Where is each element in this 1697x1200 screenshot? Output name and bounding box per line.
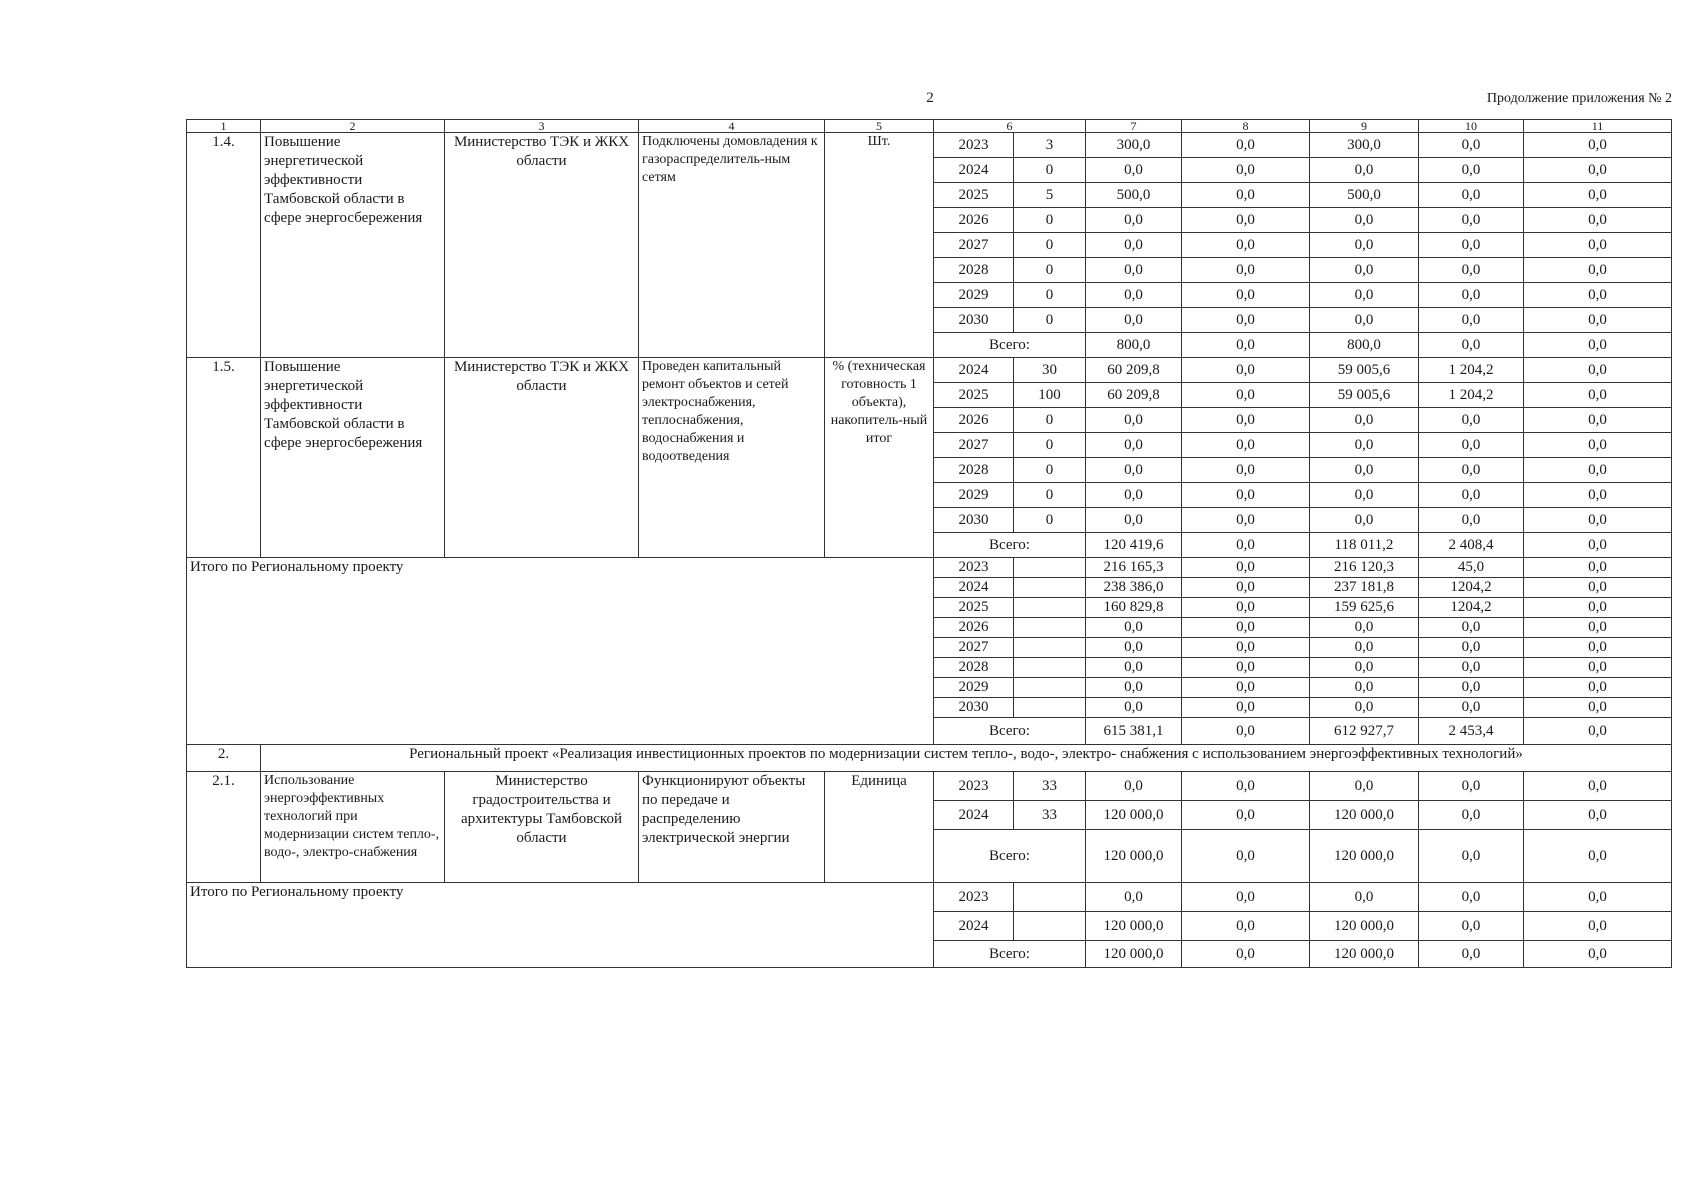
indicator-value — [1014, 618, 1086, 638]
value-cell: 500,0 — [1310, 183, 1419, 208]
column-number: 8 — [1182, 120, 1310, 133]
year-cell: 2023 — [934, 133, 1014, 158]
total-label: Всего: — [934, 941, 1086, 968]
value-cell: 0,0 — [1419, 333, 1524, 358]
value-cell: 0,0 — [1524, 233, 1672, 258]
value-cell: 0,0 — [1524, 133, 1672, 158]
value-cell: 0,0 — [1310, 772, 1419, 801]
value-cell: 0,0 — [1524, 508, 1672, 533]
value-cell: 0,0 — [1524, 208, 1672, 233]
indicator-value: 100 — [1014, 383, 1086, 408]
value-cell: 0,0 — [1182, 912, 1310, 941]
column-number: 9 — [1310, 120, 1419, 133]
year-cell: 2026 — [934, 618, 1014, 638]
indicator-value — [1014, 638, 1086, 658]
summary-label: Итого по Региональному проекту — [187, 883, 934, 968]
value-cell: 0,0 — [1086, 772, 1182, 801]
value-cell: 0,0 — [1086, 158, 1182, 183]
indicator-value: 0 — [1014, 233, 1086, 258]
value-cell: 612 927,7 — [1310, 718, 1419, 745]
value-cell: 216 165,3 — [1086, 558, 1182, 578]
value-cell: 0,0 — [1524, 158, 1672, 183]
column-number: 2 — [261, 120, 445, 133]
value-cell: 0,0 — [1419, 830, 1524, 883]
value-cell: 0,0 — [1524, 618, 1672, 638]
value-cell: 0,0 — [1310, 458, 1419, 483]
value-cell: 0,0 — [1310, 618, 1419, 638]
indicator-value: 0 — [1014, 308, 1086, 333]
value-cell: 0,0 — [1182, 598, 1310, 618]
year-cell: 2027 — [934, 433, 1014, 458]
value-cell: 0,0 — [1524, 658, 1672, 678]
value-cell: 0,0 — [1524, 912, 1672, 941]
year-cell: 2023 — [934, 558, 1014, 578]
value-cell: 0,0 — [1419, 433, 1524, 458]
value-cell: 0,0 — [1524, 458, 1672, 483]
value-cell: 0,0 — [1086, 283, 1182, 308]
total-label: Всего: — [934, 333, 1086, 358]
year-cell: 2030 — [934, 698, 1014, 718]
indicator-value: 0 — [1014, 258, 1086, 283]
value-cell: 0,0 — [1524, 578, 1672, 598]
year-cell: 2025 — [934, 598, 1014, 618]
value-cell: 0,0 — [1182, 558, 1310, 578]
value-cell: 0,0 — [1086, 638, 1182, 658]
value-cell: 300,0 — [1310, 133, 1419, 158]
year-cell: 2030 — [934, 308, 1014, 333]
table-body — [187, 120, 1672, 968]
column-number: 7 — [1086, 120, 1182, 133]
summary-label: Итого по Региональному проекту — [187, 558, 934, 745]
value-cell: 0,0 — [1419, 638, 1524, 658]
value-cell: 0,0 — [1524, 483, 1672, 508]
indicator-value — [1014, 912, 1086, 941]
value-cell: 615 381,1 — [1086, 718, 1182, 745]
responsible-party: Министерство ТЭК и ЖКХ области — [445, 133, 639, 358]
indicator-value: 0 — [1014, 508, 1086, 533]
value-cell: 0,0 — [1182, 183, 1310, 208]
value-cell: 0,0 — [1086, 208, 1182, 233]
value-cell: 0,0 — [1524, 883, 1672, 912]
value-cell: 0,0 — [1182, 358, 1310, 383]
value-cell: 0,0 — [1310, 408, 1419, 433]
year-cell: 2028 — [934, 658, 1014, 678]
summary-row — [187, 883, 1672, 912]
value-cell: 800,0 — [1310, 333, 1419, 358]
value-cell: 0,0 — [1182, 718, 1310, 745]
year-cell: 2027 — [934, 638, 1014, 658]
indicator-value — [1014, 598, 1086, 618]
value-cell: 1 204,2 — [1419, 358, 1524, 383]
year-cell: 2024 — [934, 158, 1014, 183]
value-cell: 120 000,0 — [1310, 912, 1419, 941]
year-cell: 2028 — [934, 458, 1014, 483]
value-cell: 0,0 — [1086, 698, 1182, 718]
value-cell: 0,0 — [1419, 233, 1524, 258]
table-row — [187, 133, 1672, 158]
project-name: Использование энергоэффективных технологий при модернизации систем тепло-, водо-, электро-снабжения — [261, 772, 445, 883]
value-cell: 0,0 — [1086, 883, 1182, 912]
indicator-value — [1014, 883, 1086, 912]
unit-of-measure: Шт. — [825, 133, 934, 358]
value-cell: 0,0 — [1086, 618, 1182, 638]
value-cell: 0,0 — [1182, 578, 1310, 598]
value-cell: 159 625,6 — [1310, 598, 1419, 618]
indicator-value — [1014, 678, 1086, 698]
value-cell: 0,0 — [1524, 333, 1672, 358]
value-cell: 0,0 — [1419, 208, 1524, 233]
value-cell: 0,0 — [1419, 678, 1524, 698]
total-label: Всего: — [934, 830, 1086, 883]
value-cell: 0,0 — [1524, 383, 1672, 408]
result-description: Подключены домовладения к газораспределитель-ным сетям — [639, 133, 825, 358]
value-cell: 0,0 — [1182, 698, 1310, 718]
continuation-label: Продолжение приложения № 2 — [1486, 91, 1672, 106]
value-cell: 120 000,0 — [1086, 830, 1182, 883]
value-cell: 120 419,6 — [1086, 533, 1182, 558]
value-cell: 0,0 — [1419, 158, 1524, 183]
value-cell: 0,0 — [1182, 483, 1310, 508]
indicator-value: 0 — [1014, 283, 1086, 308]
value-cell: 0,0 — [1419, 458, 1524, 483]
value-cell: 0,0 — [1310, 158, 1419, 183]
indicator-value: 0 — [1014, 208, 1086, 233]
column-number: 1 — [187, 120, 261, 133]
year-cell: 2030 — [934, 508, 1014, 533]
value-cell: 0,0 — [1310, 208, 1419, 233]
indicator-value: 33 — [1014, 801, 1086, 830]
indicator-value: 33 — [1014, 772, 1086, 801]
value-cell: 2 408,4 — [1419, 533, 1524, 558]
value-cell: 60 209,8 — [1086, 358, 1182, 383]
value-cell: 0,0 — [1182, 658, 1310, 678]
value-cell: 120 000,0 — [1086, 912, 1182, 941]
project-name: Повышение энергетической эффективности Тамбовской области в сфере энергосбережения — [261, 133, 445, 358]
value-cell: 0,0 — [1182, 618, 1310, 638]
value-cell: 237 181,8 — [1310, 578, 1419, 598]
column-number: 10 — [1419, 120, 1524, 133]
value-cell: 0,0 — [1182, 508, 1310, 533]
value-cell: 0,0 — [1310, 308, 1419, 333]
value-cell: 0,0 — [1419, 883, 1524, 912]
value-cell: 0,0 — [1524, 433, 1672, 458]
value-cell: 300,0 — [1086, 133, 1182, 158]
value-cell: 0,0 — [1419, 483, 1524, 508]
project-number: 2.1. — [187, 772, 261, 883]
project-number: 1.5. — [187, 358, 261, 558]
year-cell: 2025 — [934, 183, 1014, 208]
responsible-party: Министерство ТЭК и ЖКХ области — [445, 358, 639, 558]
value-cell: 0,0 — [1086, 308, 1182, 333]
value-cell: 0,0 — [1182, 533, 1310, 558]
year-cell: 2026 — [934, 208, 1014, 233]
value-cell: 0,0 — [1086, 658, 1182, 678]
value-cell: 0,0 — [1524, 183, 1672, 208]
table-row — [187, 358, 1672, 383]
value-cell: 2 453,4 — [1419, 718, 1524, 745]
value-cell: 0,0 — [1086, 678, 1182, 698]
value-cell: 0,0 — [1310, 678, 1419, 698]
value-cell: 0,0 — [1524, 258, 1672, 283]
indicator-value: 0 — [1014, 158, 1086, 183]
value-cell: 118 011,2 — [1310, 533, 1419, 558]
value-cell: 0,0 — [1182, 208, 1310, 233]
section-number: 2. — [187, 745, 261, 772]
value-cell: 0,0 — [1310, 483, 1419, 508]
year-cell: 2026 — [934, 408, 1014, 433]
value-cell: 120 000,0 — [1310, 941, 1419, 968]
value-cell: 0,0 — [1419, 283, 1524, 308]
value-cell: 0,0 — [1310, 698, 1419, 718]
column-number: 11 — [1524, 120, 1672, 133]
indicator-value: 5 — [1014, 183, 1086, 208]
value-cell: 0,0 — [1182, 333, 1310, 358]
value-cell: 0,0 — [1310, 638, 1419, 658]
value-cell: 0,0 — [1310, 233, 1419, 258]
value-cell: 1 204,2 — [1419, 383, 1524, 408]
appendix-table — [186, 119, 1672, 968]
value-cell: 0,0 — [1419, 618, 1524, 638]
year-cell: 2024 — [934, 801, 1014, 830]
project-name: Повышение энергетической эффективности Тамбовской области в сфере энергосбережения — [261, 358, 445, 558]
year-cell: 2028 — [934, 258, 1014, 283]
value-cell: 0,0 — [1086, 508, 1182, 533]
indicator-value: 0 — [1014, 458, 1086, 483]
responsible-party: Министерство градостроительства и архитектуры Тамбовской области — [445, 772, 639, 883]
indicator-value — [1014, 658, 1086, 678]
page-number: 2 — [926, 90, 934, 106]
value-cell: 0,0 — [1524, 308, 1672, 333]
year-cell: 2029 — [934, 678, 1014, 698]
value-cell: 160 829,8 — [1086, 598, 1182, 618]
value-cell: 0,0 — [1310, 433, 1419, 458]
value-cell: 0,0 — [1524, 801, 1672, 830]
column-number: 6 — [934, 120, 1086, 133]
indicator-value: 0 — [1014, 433, 1086, 458]
total-label: Всего: — [934, 718, 1086, 745]
value-cell: 0,0 — [1182, 801, 1310, 830]
value-cell: 0,0 — [1182, 308, 1310, 333]
value-cell: 0,0 — [1419, 408, 1524, 433]
value-cell: 1204,2 — [1419, 598, 1524, 618]
column-number-row — [187, 120, 1672, 133]
total-label: Всего: — [934, 533, 1086, 558]
value-cell: 45,0 — [1419, 558, 1524, 578]
value-cell: 0,0 — [1086, 433, 1182, 458]
year-cell: 2023 — [934, 772, 1014, 801]
value-cell: 0,0 — [1419, 698, 1524, 718]
value-cell: 0,0 — [1086, 233, 1182, 258]
value-cell: 0,0 — [1310, 283, 1419, 308]
value-cell: 0,0 — [1524, 830, 1672, 883]
value-cell: 0,0 — [1310, 883, 1419, 912]
year-cell: 2024 — [934, 578, 1014, 598]
value-cell: 59 005,6 — [1310, 358, 1419, 383]
value-cell: 0,0 — [1086, 483, 1182, 508]
value-cell: 0,0 — [1419, 941, 1524, 968]
value-cell: 238 386,0 — [1086, 578, 1182, 598]
indicator-value — [1014, 698, 1086, 718]
value-cell: 0,0 — [1419, 658, 1524, 678]
column-number: 4 — [639, 120, 825, 133]
value-cell: 0,0 — [1419, 912, 1524, 941]
value-cell: 0,0 — [1524, 772, 1672, 801]
value-cell: 0,0 — [1182, 133, 1310, 158]
section-title: Региональный проект «Реализация инвестиционных проектов по модернизации систем тепло-, водо-, электро- снабжения с использованием энергоэффективных технологий» — [261, 745, 1672, 772]
value-cell: 0,0 — [1524, 533, 1672, 558]
table-row — [187, 772, 1672, 801]
value-cell: 0,0 — [1182, 883, 1310, 912]
unit-of-measure: Единица — [825, 772, 934, 883]
year-cell: 2027 — [934, 233, 1014, 258]
value-cell: 0,0 — [1086, 458, 1182, 483]
year-cell: 2024 — [934, 358, 1014, 383]
value-cell: 120 000,0 — [1086, 801, 1182, 830]
value-cell: 0,0 — [1182, 638, 1310, 658]
result-description: Проведен капитальный ремонт объектов и сетей электроснабжения, теплоснабжения, водоснабжения и водоотведения — [639, 358, 825, 558]
value-cell: 0,0 — [1182, 433, 1310, 458]
value-cell: 0,0 — [1419, 258, 1524, 283]
value-cell: 0,0 — [1310, 658, 1419, 678]
value-cell: 1204,2 — [1419, 578, 1524, 598]
year-cell: 2029 — [934, 483, 1014, 508]
year-cell: 2024 — [934, 912, 1014, 941]
value-cell: 0,0 — [1182, 233, 1310, 258]
value-cell: 0,0 — [1524, 941, 1672, 968]
value-cell: 0,0 — [1182, 458, 1310, 483]
year-cell: 2029 — [934, 283, 1014, 308]
indicator-value — [1014, 558, 1086, 578]
year-cell: 2023 — [934, 883, 1014, 912]
project-number: 1.4. — [187, 133, 261, 358]
value-cell: 0,0 — [1419, 308, 1524, 333]
value-cell: 0,0 — [1419, 183, 1524, 208]
value-cell: 216 120,3 — [1310, 558, 1419, 578]
value-cell: 0,0 — [1182, 941, 1310, 968]
value-cell: 0,0 — [1182, 383, 1310, 408]
indicator-value — [1014, 578, 1086, 598]
value-cell: 0,0 — [1524, 698, 1672, 718]
value-cell: 0,0 — [1524, 718, 1672, 745]
indicator-value: 3 — [1014, 133, 1086, 158]
value-cell: 0,0 — [1524, 678, 1672, 698]
value-cell: 0,0 — [1086, 258, 1182, 283]
value-cell: 0,0 — [1419, 801, 1524, 830]
result-description: Функционируют объекты по передаче и распределению электрической энергии — [639, 772, 825, 883]
unit-of-measure: % (техническая готовность 1 объекта), накопитель-ный итог — [825, 358, 934, 558]
value-cell: 120 000,0 — [1086, 941, 1182, 968]
value-cell: 0,0 — [1086, 408, 1182, 433]
value-cell: 500,0 — [1086, 183, 1182, 208]
value-cell: 0,0 — [1310, 258, 1419, 283]
value-cell: 0,0 — [1182, 158, 1310, 183]
value-cell: 0,0 — [1524, 358, 1672, 383]
summary-row — [187, 558, 1672, 578]
column-number: 3 — [445, 120, 639, 133]
value-cell: 0,0 — [1182, 678, 1310, 698]
value-cell: 0,0 — [1524, 408, 1672, 433]
value-cell: 60 209,8 — [1086, 383, 1182, 408]
column-number: 5 — [825, 120, 934, 133]
value-cell: 120 000,0 — [1310, 801, 1419, 830]
value-cell: 0,0 — [1182, 830, 1310, 883]
value-cell: 0,0 — [1310, 508, 1419, 533]
value-cell: 0,0 — [1419, 133, 1524, 158]
value-cell: 0,0 — [1524, 283, 1672, 308]
value-cell: 0,0 — [1182, 772, 1310, 801]
value-cell: 800,0 — [1086, 333, 1182, 358]
value-cell: 0,0 — [1182, 258, 1310, 283]
value-cell: 0,0 — [1419, 772, 1524, 801]
year-cell: 2025 — [934, 383, 1014, 408]
value-cell: 0,0 — [1182, 283, 1310, 308]
value-cell: 0,0 — [1524, 558, 1672, 578]
indicator-value: 0 — [1014, 408, 1086, 433]
value-cell: 0,0 — [1524, 598, 1672, 618]
value-cell: 0,0 — [1182, 408, 1310, 433]
section-header-row — [187, 745, 1672, 772]
value-cell: 0,0 — [1524, 638, 1672, 658]
value-cell: 59 005,6 — [1310, 383, 1419, 408]
value-cell: 0,0 — [1419, 508, 1524, 533]
indicator-value: 0 — [1014, 483, 1086, 508]
value-cell: 120 000,0 — [1310, 830, 1419, 883]
indicator-value: 30 — [1014, 358, 1086, 383]
